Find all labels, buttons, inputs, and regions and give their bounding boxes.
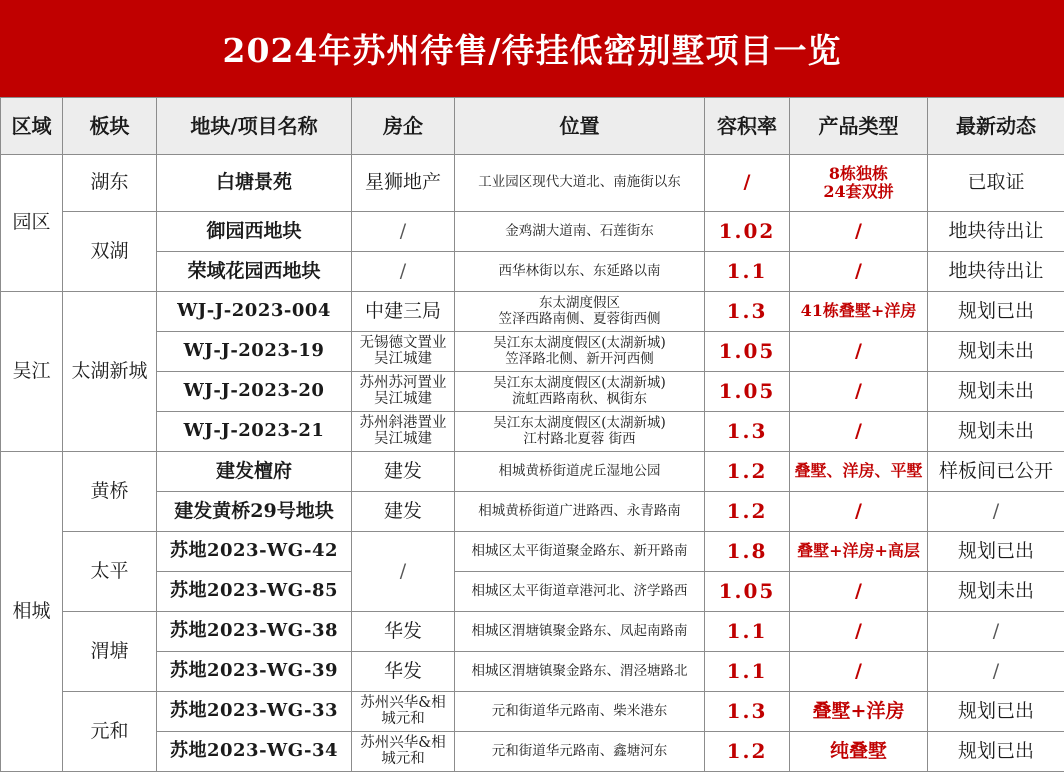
location-cell: 西华林街以东、东延路以南	[455, 252, 705, 292]
far-cell: 1.02	[705, 212, 790, 252]
product-type-cell: 41栋叠墅+洋房	[790, 292, 928, 332]
product-type-cell: /	[790, 412, 928, 452]
block-cell: 渭塘	[63, 612, 157, 692]
region-cell: 吴江	[1, 292, 63, 452]
product-type-cell: 叠墅+洋房	[790, 692, 928, 732]
developer-cell: 无锡德文置业 吴江城建	[352, 332, 455, 372]
project-name-cell: 白塘景苑	[157, 155, 352, 212]
far-cell: 1.3	[705, 412, 790, 452]
status-cell: 样板间已公开	[928, 452, 1064, 492]
location-cell: 相城区渭塘镇聚金路东、渭泾塘路北	[455, 652, 705, 692]
project-name-cell: 荣域花园西地块	[157, 252, 352, 292]
project-name-cell: WJ-J-2023-19	[157, 332, 352, 372]
location-cell: 东太湖度假区 笠泽西路南侧、夏蓉街西侧	[455, 292, 705, 332]
header-row	[1, 98, 1064, 155]
far-cell: 1.2	[705, 492, 790, 532]
project-name-cell: WJ-J-2023-21	[157, 412, 352, 452]
developer-cell: /	[352, 532, 455, 612]
developer-cell: 建发	[352, 452, 455, 492]
table-row	[1, 252, 1064, 292]
block-cell: 双湖	[63, 212, 157, 292]
location-cell: 相城黄桥街道虎丘湿地公园	[455, 452, 705, 492]
project-name-cell: 苏地2023-WG-34	[157, 732, 352, 772]
status-cell: /	[928, 652, 1064, 692]
status-cell: 规划已出	[928, 692, 1064, 732]
page-title: 2024年苏州待售/待挂低密别墅项目一览	[0, 0, 1064, 97]
developer-cell: /	[352, 252, 455, 292]
project-name-cell: 御园西地块	[157, 212, 352, 252]
project-name-cell: 苏地2023-WG-85	[157, 572, 352, 612]
header-latest-status: 最新动态	[928, 98, 1064, 155]
table-row	[1, 732, 1064, 772]
product-type-cell: /	[790, 612, 928, 652]
location-cell: 元和街道华元路南、柴米港东	[455, 692, 705, 732]
status-cell: 规划未出	[928, 332, 1064, 372]
location-cell: 工业园区现代大道北、南施街以东	[455, 155, 705, 212]
product-type-cell: /	[790, 252, 928, 292]
location-cell: 元和街道华元路南、鑫塘河东	[455, 732, 705, 772]
developer-cell: 建发	[352, 492, 455, 532]
status-cell: 规划已出	[928, 292, 1064, 332]
block-cell: 湖东	[63, 155, 157, 212]
developer-cell: 苏州斜港置业 吴江城建	[352, 412, 455, 452]
location-cell: 吴江东太湖度假区(太湖新城) 笠泽路北侧、新开河西侧	[455, 332, 705, 372]
developer-cell: 星狮地产	[352, 155, 455, 212]
header-developer: 房企	[352, 98, 455, 155]
table-row	[1, 692, 1064, 732]
location-cell: 相城区太平街道章港河北、济学路西	[455, 572, 705, 612]
far-cell: 1.05	[705, 372, 790, 412]
header-far: 容积率	[705, 98, 790, 155]
header-product-type: 产品类型	[790, 98, 928, 155]
product-type-cell: /	[790, 572, 928, 612]
developer-cell: 苏州苏河置业 吴江城建	[352, 372, 455, 412]
status-cell: 规划未出	[928, 412, 1064, 452]
product-type-cell: /	[790, 652, 928, 692]
far-cell: 1.1	[705, 612, 790, 652]
product-type-cell: 叠墅、洋房、平墅	[790, 452, 928, 492]
far-cell: 1.2	[705, 452, 790, 492]
table-row	[1, 372, 1064, 412]
developer-cell: 华发	[352, 652, 455, 692]
developer-cell: /	[352, 212, 455, 252]
header-location: 位置	[455, 98, 705, 155]
block-cell: 黄桥	[63, 452, 157, 532]
project-name-cell: 建发檀府	[157, 452, 352, 492]
region-cell: 园区	[1, 155, 63, 292]
project-name-cell: WJ-J-2023-004	[157, 292, 352, 332]
status-cell: 地块待出让	[928, 252, 1064, 292]
product-type-cell: /	[790, 212, 928, 252]
project-name-cell: 苏地2023-WG-39	[157, 652, 352, 692]
table-row	[1, 572, 1064, 612]
block-cell: 元和	[63, 692, 157, 772]
developer-cell: 苏州兴华&相 城元和	[352, 692, 455, 732]
status-cell: 规划未出	[928, 572, 1064, 612]
developer-cell: 苏州兴华&相 城元和	[352, 732, 455, 772]
status-cell: 地块待出让	[928, 212, 1064, 252]
table-row	[1, 292, 1064, 332]
table-row	[1, 652, 1064, 692]
far-cell: 1.3	[705, 292, 790, 332]
table-row	[1, 412, 1064, 452]
region-cell: 相城	[1, 452, 63, 772]
product-type-cell: 纯叠墅	[790, 732, 928, 772]
developer-cell: 中建三局	[352, 292, 455, 332]
far-cell: 1.05	[705, 332, 790, 372]
far-cell: 1.05	[705, 572, 790, 612]
table-row	[1, 212, 1064, 252]
table-row	[1, 532, 1064, 572]
product-type-cell: /	[790, 492, 928, 532]
status-cell: 已取证	[928, 155, 1064, 212]
status-cell: /	[928, 492, 1064, 532]
location-cell: 吴江东太湖度假区(太湖新城) 流虹西路南秋、枫街东	[455, 372, 705, 412]
project-name-cell: 建发黄桥29号地块	[157, 492, 352, 532]
block-cell: 太湖新城	[63, 292, 157, 452]
project-name-cell: 苏地2023-WG-42	[157, 532, 352, 572]
developer-cell: 华发	[352, 612, 455, 652]
project-table	[0, 97, 1064, 772]
table-row	[1, 492, 1064, 532]
table-row	[1, 155, 1064, 212]
status-cell: 规划已出	[928, 532, 1064, 572]
project-name-cell: 苏地2023-WG-38	[157, 612, 352, 652]
table-row	[1, 612, 1064, 652]
header-block: 板块	[63, 98, 157, 155]
far-cell: 1.8	[705, 532, 790, 572]
project-name-cell: 苏地2023-WG-33	[157, 692, 352, 732]
far-cell: 1.1	[705, 252, 790, 292]
location-cell: 相城黄桥街道广进路西、永青路南	[455, 492, 705, 532]
status-cell: /	[928, 612, 1064, 652]
header-region: 区域	[1, 98, 63, 155]
project-name-cell: WJ-J-2023-20	[157, 372, 352, 412]
location-cell: 吴江东太湖度假区(太湖新城) 江村路北夏蓉 街西	[455, 412, 705, 452]
far-cell: 1.3	[705, 692, 790, 732]
product-type-cell: /	[790, 372, 928, 412]
far-cell: 1.1	[705, 652, 790, 692]
table-row	[1, 452, 1064, 492]
far-cell: 1.2	[705, 732, 790, 772]
location-cell: 金鸡湖大道南、石莲街东	[455, 212, 705, 252]
header-project-name: 地块/项目名称	[157, 98, 352, 155]
block-cell: 太平	[63, 532, 157, 612]
status-cell: 规划已出	[928, 732, 1064, 772]
far-cell: /	[705, 155, 790, 212]
product-type-cell: 叠墅+洋房+高层	[790, 532, 928, 572]
status-cell: 规划未出	[928, 372, 1064, 412]
location-cell: 相城区渭塘镇聚金路东、凤起南路南	[455, 612, 705, 652]
product-type-cell: /	[790, 332, 928, 372]
location-cell: 相城区太平街道聚金路东、新开路南	[455, 532, 705, 572]
product-type-cell: 8栋独栋 24套双拼	[790, 155, 928, 212]
table-row	[1, 332, 1064, 372]
